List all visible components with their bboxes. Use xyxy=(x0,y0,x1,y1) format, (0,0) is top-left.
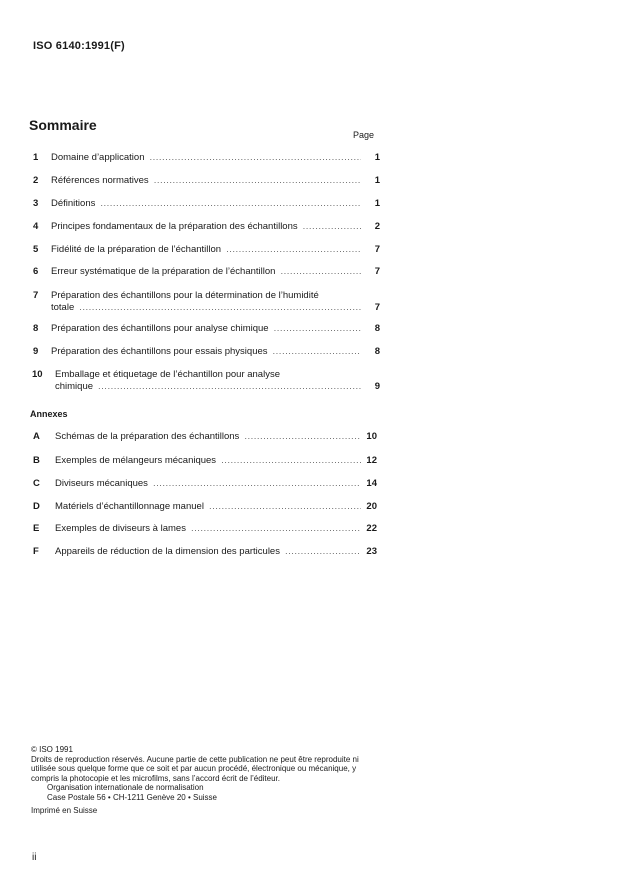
dot-leader xyxy=(98,381,361,393)
toc-entry-page: 8 xyxy=(374,346,380,357)
toc-entry-title: Préparation des échantillons pour analyse chimique xyxy=(51,323,269,334)
toc-annex-title: Exemples de diviseurs à lames xyxy=(55,523,186,534)
toc-annex-page: 14 xyxy=(366,478,377,489)
toc-annex-letter: C xyxy=(33,478,40,489)
dot-leader xyxy=(285,546,361,558)
standard-id: ISO 6140:1991(F) xyxy=(33,40,125,52)
toc-entry-number: 3 xyxy=(33,198,39,209)
dot-leader xyxy=(154,175,361,187)
toc-entry-title: Définitions xyxy=(51,198,96,209)
toc-annex-page: 12 xyxy=(366,455,377,466)
copyright-line: © ISO 1991 xyxy=(31,745,73,754)
dot-leader xyxy=(149,152,361,164)
printed-in: Imprimé en Suisse xyxy=(31,806,98,815)
toc-entry-title: Préparation des échantillons pour essais physiques xyxy=(51,346,268,357)
organisation-address: Case Postale 56 • CH-1211 Genève 20 • Suisse xyxy=(47,792,217,802)
toc-annex-title: Appareils de réduction de la dimension des particules xyxy=(55,546,280,557)
dot-leader xyxy=(221,455,361,467)
toc-entry-page: 7 xyxy=(374,266,380,277)
toc-entry-page: 9 xyxy=(374,381,380,392)
toc-annex-letter: B xyxy=(33,455,40,466)
toc-annex-letter: A xyxy=(33,431,40,442)
page-number: ii xyxy=(32,852,37,863)
toc-annex-letter: F xyxy=(33,546,39,557)
toc-annex-letter: E xyxy=(33,523,40,534)
toc-entry-title: Principes fondamentaux de la préparation des échantillons xyxy=(51,221,298,232)
toc-entry-page: 1 xyxy=(374,175,380,186)
dot-leader xyxy=(191,523,361,535)
toc-entry-number: 5 xyxy=(33,244,39,255)
toc-entry-number: 9 xyxy=(33,346,39,357)
toc-entry-number: 8 xyxy=(33,323,39,334)
toc-title: Sommaire xyxy=(29,117,97,133)
toc-entry-title-continued: totale xyxy=(51,302,75,313)
toc-entry-title: Domaine d’application xyxy=(51,152,145,163)
dot-leader xyxy=(244,431,361,443)
toc-entry-title: Références normatives xyxy=(51,175,149,186)
copyright-rights: Droits de reproduction réservés. Aucune partie de cette publication ne peut être reproduite ni utilisée sous quelque forme que ce soit et par aucun procédé, électronique ou mécanique, y compris la photocopie et les microfilms, sans l’accord écrit de l’éditeur. xyxy=(31,754,359,783)
toc-entry-page: 7 xyxy=(374,302,380,313)
toc-annex-title: Schémas de la préparation des échantillons xyxy=(55,431,240,442)
toc-entry-title: Erreur systématique de la préparation de l’échantillon xyxy=(51,266,276,277)
toc-entry-page: 1 xyxy=(374,152,380,163)
toc-annex-title: Diviseurs mécaniques xyxy=(55,478,148,489)
dot-leader xyxy=(280,266,361,278)
dot-leader xyxy=(153,478,361,490)
organisation-name: Organisation internationale de normalisation xyxy=(47,783,204,792)
toc-entry-title: Fidélité de la préparation de l’échantillon xyxy=(51,244,222,255)
toc-entry-title-continued: chimique xyxy=(55,381,94,392)
toc-entry-title: Emballage et étiquetage de l’échantillon pour analyse xyxy=(55,369,280,380)
dot-leader xyxy=(303,221,361,233)
toc-entry-page: 8 xyxy=(374,323,380,334)
toc-entry-number: 2 xyxy=(33,175,39,186)
copyright-notice xyxy=(31,745,381,802)
toc-annex-page: 10 xyxy=(366,431,377,442)
toc-annex-letter: D xyxy=(33,501,40,512)
dot-leader xyxy=(209,501,361,513)
toc-annex-title: Matériels d’échantillonnage manuel xyxy=(55,501,204,512)
dot-leader xyxy=(100,198,361,210)
dot-leader xyxy=(273,346,361,358)
toc-entry-page: 2 xyxy=(374,221,380,232)
toc-entry-title: Préparation des échantillons pour la détermination de l’humidité xyxy=(51,290,319,301)
toc-annex-page: 20 xyxy=(366,501,377,512)
toc-entry-number: 7 xyxy=(33,290,39,301)
toc-entry-page: 1 xyxy=(374,198,380,209)
page-column-header: Page xyxy=(353,130,375,140)
toc-annex-page: 22 xyxy=(366,523,377,534)
toc-entry-page: 7 xyxy=(374,244,380,255)
dot-leader xyxy=(79,302,361,314)
dot-leader xyxy=(226,244,361,256)
toc-entry-number: 1 xyxy=(33,152,39,163)
toc-entry-number: 10 xyxy=(32,369,43,380)
toc-entry-number: 6 xyxy=(33,266,39,277)
dot-leader xyxy=(274,323,361,335)
toc-entry-number: 4 xyxy=(33,221,39,232)
annexes-heading: Annexes xyxy=(30,409,68,419)
toc-annex-page: 23 xyxy=(366,546,377,557)
toc-annex-title: Exemples de mélangeurs mécaniques xyxy=(55,455,217,466)
